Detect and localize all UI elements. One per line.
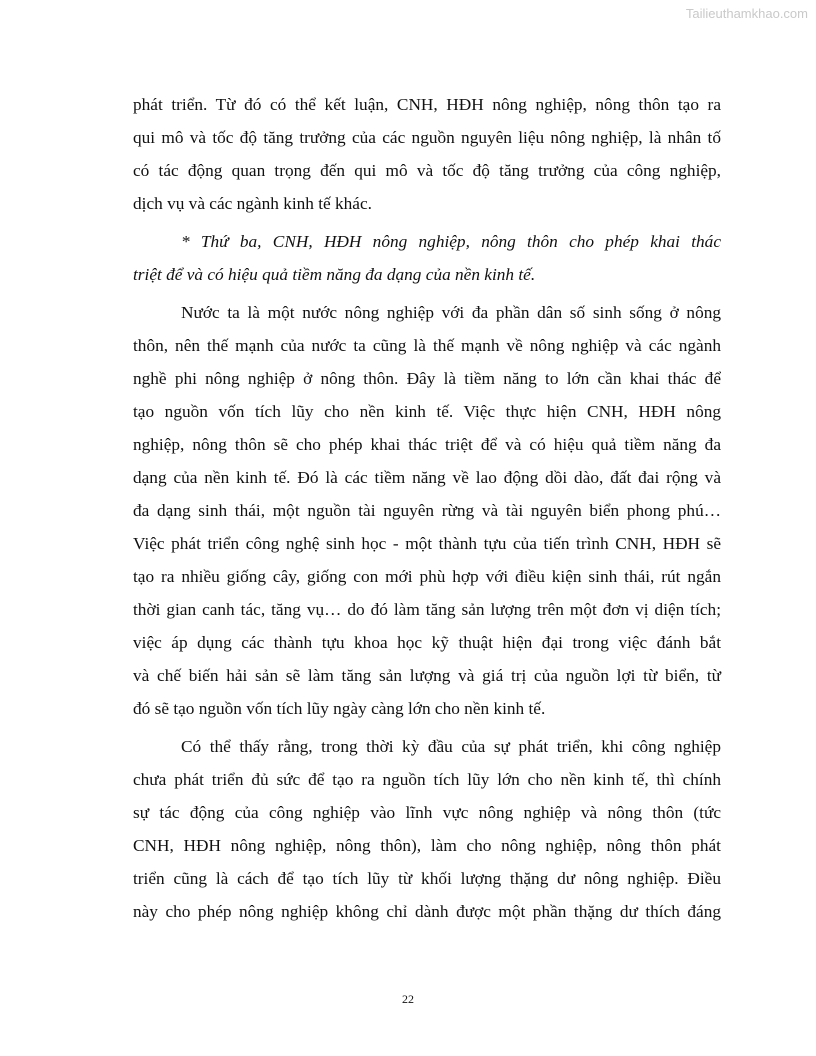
paragraph-line: Có thể thấy rằng, trong thời kỳ đầu của sự phát triển, khi công nghiệp: [181, 737, 721, 756]
paragraph-line: tạo ra nhiều giống cây, giống con mới phù hợp với điều kiện sinh thái, rút ngắn: [133, 567, 721, 586]
paragraph-line: có tác động quan trọng đến qui mô và tốc độ tăng trưởng của công nghiệp,: [133, 161, 721, 180]
paragraph-line: nghề phi nông nghiệp ở nông thôn. Đây là tiềm năng to lớn cần khai thác để: [133, 369, 721, 388]
paragraph-line: qui mô và tốc độ tăng trưởng của các nguồn nguyên liệu nông nghiệp, là nhân tố: [133, 128, 721, 147]
paragraph-line: thời gian canh tác, tăng vụ… do đó làm tăng sản lượng trên một đơn vị diện tích;: [133, 600, 721, 619]
watermark: Tailieuthamkhao.com: [685, 6, 808, 21]
paragraph-line: triển cũng là cách để tạo tích lũy từ khối lượng thặng dư nông nghiệp. Điều: [133, 869, 721, 888]
paragraph-line: * Thứ ba, CNH, HĐH nông nghiệp, nông thôn cho phép khai thác: [181, 232, 721, 251]
paragraph-line: phát triển. Từ đó có thể kết luận, CNH, HĐH nông nghiệp, nông thôn tạo ra: [133, 95, 721, 114]
paragraph-line: nghiệp, nông thôn sẽ cho phép khai thác triệt để và có hiệu quả tiềm năng đa: [133, 435, 721, 454]
paragraph-line: việc áp dụng các thành tựu khoa học kỹ thuật hiện đại trong việc đánh bắt: [133, 633, 721, 652]
paragraph-line: Nước ta là một nước nông nghiệp với đa phần dân số sinh sống ở nông: [181, 303, 721, 322]
paragraph-line: đó sẽ tạo nguồn vốn tích lũy ngày càng lớn cho nền kinh tế.: [133, 699, 546, 718]
paragraph-line: sự tác động của công nghiệp vào lĩnh vực nông nghiệp và nông thôn (tức: [133, 803, 721, 822]
paragraph-line: thôn, nên thế mạnh của nước ta cũng là thế mạnh về nông nghiệp và các ngành: [133, 336, 721, 355]
paragraph-line: đa dạng sinh thái, một nguồn tài nguyên rừng và tài nguyên biển phong phú…: [133, 501, 721, 520]
paragraph-line: triệt để và có hiệu quả tiềm năng đa dạng của nền kinh tế.: [133, 265, 536, 284]
paragraph-line: dịch vụ và các ngành kinh tế khác.: [133, 194, 372, 213]
paragraph-line: dạng của nền kinh tế. Đó là các tiềm năng về lao động dồi dào, đất đai rộng và: [133, 468, 721, 487]
paragraph-line: chưa phát triển đủ sức để tạo ra nguồn tích lũy lớn cho nền kinh tế, thì chính: [133, 770, 721, 789]
paragraph-line: tạo nguồn vốn tích lũy cho nền kinh tế. Việc thực hiện CNH, HĐH nông: [133, 402, 721, 421]
paragraph-line: Việc phát triển công nghệ sinh học - một thành tựu của tiến trình CNH, HĐH sẽ: [133, 534, 721, 553]
paragraph-line: và chế biến hải sản sẽ làm tăng sản lượng và giá trị của nguồn lợi từ biển, từ: [133, 666, 721, 685]
page-number: 22: [402, 992, 414, 1006]
paragraph-line: CNH, HĐH nông nghiệp, nông thôn), làm cho nông nghiệp, nông thôn phát: [133, 836, 721, 855]
paragraph-line: này cho phép nông nghiệp không chỉ dành được một phần thặng dư thích đáng: [133, 902, 721, 921]
